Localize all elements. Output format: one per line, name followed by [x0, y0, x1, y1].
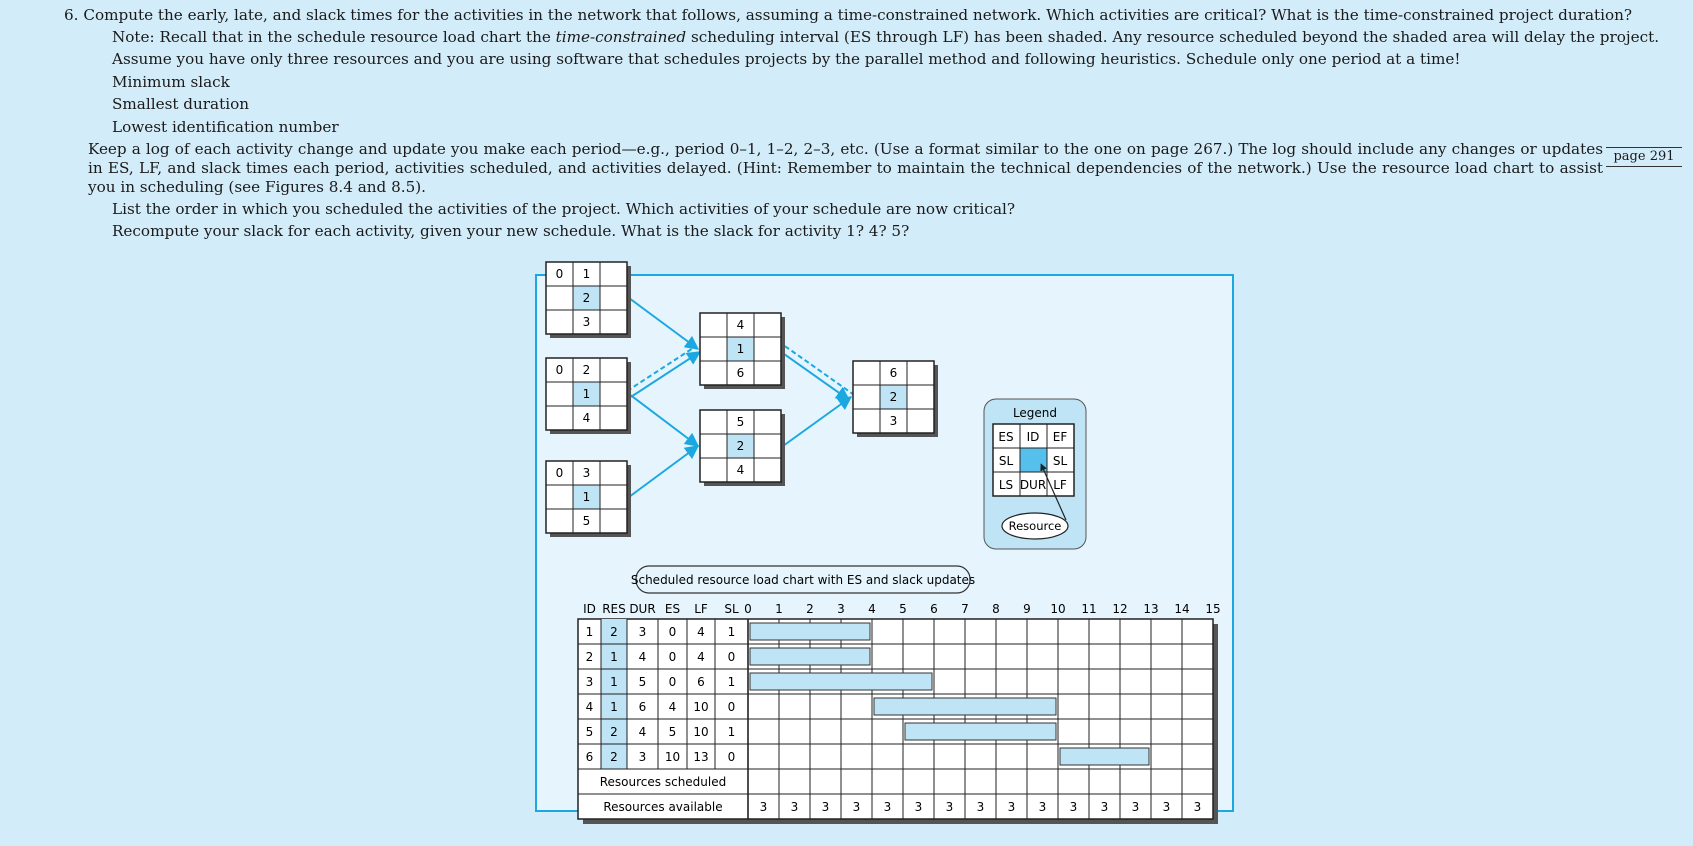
period-label-11: 11 [1081, 602, 1097, 616]
cell-es: 5 [668, 725, 677, 739]
cell-id: 1 [585, 625, 594, 639]
cell-dur: 3 [638, 625, 647, 639]
period-label-5: 5 [899, 602, 907, 616]
cell-sl: 1 [727, 625, 736, 639]
legend-es: ES [998, 430, 1014, 444]
interval-bar-4 [874, 698, 1056, 715]
cell-id: 5 [585, 725, 594, 739]
activity-node-5 [700, 410, 785, 486]
heuristic-2: Smallest duration [112, 95, 249, 113]
cell-sl: 1 [727, 725, 736, 739]
header-id: ID [583, 602, 596, 616]
interval-bar-2 [750, 648, 870, 665]
node-duration: 3 [889, 414, 898, 428]
list-order-question: List the order in which you scheduled the activities of the project. Which activities of your schedule are now critical? [112, 200, 1016, 218]
header-res: RES [602, 602, 626, 616]
activity-node-6 [853, 361, 938, 437]
resources-available-3: 3 [852, 800, 861, 814]
node-id: 1 [582, 267, 591, 281]
node-es: 0 [555, 466, 564, 480]
resources-available-5: 3 [914, 800, 923, 814]
resources-available-8: 3 [1007, 800, 1016, 814]
cell-dur: 6 [638, 700, 647, 714]
problem-assumption: Assume you have only three resources and you are using software that schedules projects by the parallel method and following heuristics. Schedule only one period at a time! [112, 50, 1461, 68]
cell-lf: 13 [693, 750, 709, 764]
resources-available-2: 3 [821, 800, 830, 814]
node-resource: 2 [889, 390, 898, 404]
node-resource: 1 [582, 387, 591, 401]
cell-id: 2 [585, 650, 594, 664]
resources-available-11: 3 [1100, 800, 1109, 814]
cell-es: 0 [668, 650, 677, 664]
cell-res: 1 [610, 700, 618, 714]
cell-lf: 10 [693, 700, 709, 714]
resources-available-10: 3 [1069, 800, 1078, 814]
cell-es: 0 [668, 625, 677, 639]
resources-available-4: 3 [883, 800, 892, 814]
resources-available-7: 3 [976, 800, 985, 814]
note-text-a: Note: Recall that in the schedule resource load chart the [112, 28, 556, 46]
period-label-8: 8 [992, 602, 1000, 616]
resources-available-label: Resources available [603, 800, 723, 814]
cell-res: 1 [610, 675, 618, 689]
cell-dur: 4 [638, 725, 647, 739]
legend [984, 399, 1086, 549]
node-id: 2 [582, 363, 591, 377]
legend-dur: DUR [1019, 478, 1047, 492]
header-es: ES [664, 602, 681, 616]
legend-ef: EF [1052, 430, 1068, 444]
interval-bar-1 [750, 623, 870, 640]
node-resource: 2 [582, 291, 591, 305]
cell-res: 2 [610, 625, 618, 639]
cell-es: 4 [668, 700, 677, 714]
cell-id: 3 [585, 675, 594, 689]
period-label-12: 12 [1112, 602, 1128, 616]
interval-bar-6 [1060, 748, 1149, 765]
resources-available-0: 3 [759, 800, 768, 814]
cell-res: 1 [610, 650, 618, 664]
period-label-3: 3 [837, 602, 845, 616]
resource-load-chart [578, 602, 1221, 824]
period-label-1: 1 [775, 602, 783, 616]
activity-node-2 [546, 358, 631, 434]
node-duration: 4 [582, 411, 591, 425]
node-es: 0 [555, 267, 564, 281]
cell-es: 10 [664, 750, 681, 764]
cell-lf: 10 [693, 725, 709, 739]
node-id: 5 [736, 415, 745, 429]
legend-ls: LS [998, 478, 1014, 492]
cell-es: 0 [668, 675, 677, 689]
resources-available-9: 3 [1038, 800, 1047, 814]
cell-id: 6 [585, 750, 594, 764]
resources-available-1: 3 [790, 800, 799, 814]
node-resource: 1 [582, 490, 591, 504]
log-paragraph: Keep a log of each activity change and update you make each period—e.g., period 0–1, 1–2, 2–3, etc. (Use a format similar to the one on page 267.) The log should include any changes or updates in ES, LF, and slack times each period, activities scheduled, and activities delayed. (Hint: Remember to maintain the technical dependencies of the network.) Use the resource load chart to assist you in scheduling (see Figures 8.4 and 8.5). [88, 140, 1603, 196]
note-text-b: scheduling interval (ES through LF) has been shaded. Any resource scheduled beyond the shaded area will delay the project. [686, 28, 1660, 46]
resources-available-13: 3 [1162, 800, 1171, 814]
period-label-2: 2 [806, 602, 814, 616]
legend-title: Legend [1012, 406, 1058, 420]
node-resource: 2 [736, 439, 745, 453]
interval-bar-3 [750, 673, 932, 690]
header-dur: DUR [629, 602, 656, 616]
period-label-15: 15 [1205, 602, 1221, 616]
legend-sl-right: SL [1052, 454, 1068, 468]
period-label-0: 0 [744, 602, 752, 616]
legend-sl-left: SL [998, 454, 1014, 468]
node-duration: 3 [582, 315, 591, 329]
resources-scheduled-label: Resources scheduled [599, 775, 727, 789]
period-label-14: 14 [1174, 602, 1190, 616]
cell-dur: 4 [638, 650, 647, 664]
period-label-9: 9 [1023, 602, 1031, 616]
interval-bar-5 [905, 723, 1056, 740]
cell-lf: 6 [697, 675, 705, 689]
cell-lf: 4 [697, 650, 705, 664]
period-label-7: 7 [961, 602, 969, 616]
activity-node-1 [546, 262, 631, 338]
cell-lf: 4 [697, 625, 705, 639]
activity-node-4 [700, 313, 785, 389]
activity-node-3 [546, 461, 631, 537]
node-duration: 4 [736, 463, 745, 477]
cell-res: 2 [610, 725, 618, 739]
problem-title: 6. Compute the early, late, and slack times for the activities in the network that follows, assuming a time-constrained network. Which activities are critical? What is the time-constrained project duration? [64, 6, 1633, 24]
node-id: 4 [736, 318, 745, 332]
legend-lf: LF [1053, 478, 1067, 492]
header-sl: SL [724, 602, 739, 616]
period-label-4: 4 [868, 602, 876, 616]
node-duration: 6 [736, 366, 745, 380]
cell-sl: 0 [727, 750, 736, 764]
cell-sl: 0 [727, 650, 736, 664]
cell-sl: 0 [727, 700, 736, 714]
note-emphasis: time-constrained [555, 28, 687, 46]
header-lf: LF [694, 602, 708, 616]
period-label-6: 6 [930, 602, 938, 616]
chart-title: Scheduled resource load chart with ES and slack updates [630, 573, 976, 587]
node-duration: 5 [582, 514, 591, 528]
node-es: 0 [555, 363, 564, 377]
legend-resource-label: Resource [1008, 519, 1062, 533]
legend-id: ID [1026, 430, 1040, 444]
period-label-10: 10 [1050, 602, 1066, 616]
cell-res: 2 [610, 750, 618, 764]
resources-available-14: 3 [1193, 800, 1202, 814]
period-label-13: 13 [1143, 602, 1159, 616]
cell-id: 4 [585, 700, 594, 714]
cell-dur: 3 [638, 750, 647, 764]
resources-available-6: 3 [945, 800, 954, 814]
node-resource: 1 [736, 342, 745, 356]
heuristic-3: Lowest identification number [112, 118, 339, 136]
recompute-question: Recompute your slack for each activity, given your new schedule. What is the slack for activity 1? 4? 5? [112, 222, 910, 240]
node-id: 3 [582, 466, 591, 480]
page-reference: page 291 [1606, 147, 1682, 167]
heuristic-1: Minimum slack [112, 73, 230, 91]
resources-available-12: 3 [1131, 800, 1140, 814]
cell-dur: 5 [638, 675, 647, 689]
cell-sl: 1 [727, 675, 736, 689]
node-id: 6 [889, 366, 898, 380]
